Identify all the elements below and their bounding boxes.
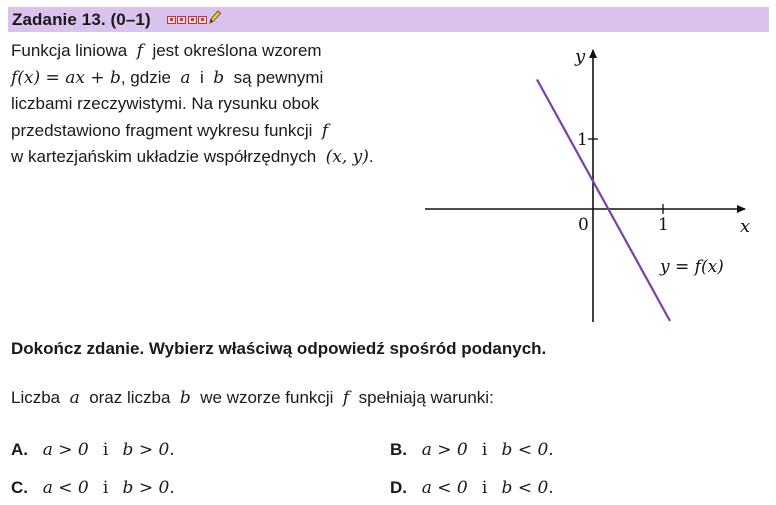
- intro-text: , gdzie: [120, 67, 171, 87]
- answer-letter: A.: [11, 440, 28, 459]
- x-tick-label: 1: [658, 215, 669, 235]
- answer-math: b < 0.: [501, 440, 554, 460]
- math-f: f: [321, 120, 329, 141]
- answer-letter: C.: [11, 478, 28, 497]
- answer-conj: i: [481, 478, 488, 498]
- y-tick-label: 1: [577, 130, 588, 150]
- intro-text: i: [200, 67, 204, 87]
- answer-conj: i: [102, 440, 109, 460]
- answer-math: a < 0: [421, 478, 468, 498]
- intro-text: Funkcja liniowa: [11, 41, 128, 60]
- answer-option-c[interactable]: [11, 478, 175, 498]
- question-text: oraz liczba: [89, 388, 171, 407]
- answer-math: a < 0: [42, 478, 89, 498]
- answer-math: a > 0: [421, 440, 468, 460]
- task-title: Zadanie 13. (0–1): [12, 9, 151, 29]
- task-header: [8, 7, 769, 32]
- math-b: b: [213, 67, 225, 88]
- intro-text: liczbami rzeczywistymi. Na rysunku obok: [11, 94, 319, 113]
- question-text: Liczba: [11, 388, 61, 407]
- question-text: we wzorze funkcji: [200, 388, 334, 407]
- answer-option-d[interactable]: [390, 478, 554, 498]
- math-coords: (x, y): [325, 147, 369, 167]
- math-f: f: [136, 41, 143, 61]
- function-graph: [420, 40, 760, 330]
- answer-option-b[interactable]: [390, 440, 554, 460]
- intro-text: w kartezjańskim układzie współrzędnych: [11, 147, 317, 166]
- answer-math: a > 0: [42, 440, 89, 460]
- math-f: f: [342, 388, 350, 408]
- function-label: y = f(x): [660, 257, 724, 277]
- instruction: Dokończ zdanie. Wybierz właściwą odpowiedź spośród podanych.: [11, 339, 547, 358]
- answer-conj: i: [481, 440, 488, 460]
- intro-text: są pewnymi: [233, 67, 324, 87]
- formula: f(x) = ax + b: [11, 67, 121, 88]
- answer-math: b > 0.: [122, 440, 175, 460]
- answer-math: b > 0.: [122, 478, 175, 498]
- answer-math: b < 0.: [501, 478, 554, 498]
- score-boxes-pencil-icon: [167, 15, 222, 25]
- answer-conj: i: [102, 478, 109, 498]
- question-text: spełniają warunki:: [358, 388, 494, 407]
- math-b: b: [179, 388, 191, 408]
- answer-letter: D.: [390, 478, 407, 497]
- math-a: a: [69, 388, 80, 408]
- intro-text: przedstawiono fragment wykresu funkcji: [11, 120, 313, 140]
- y-axis-label: y: [575, 46, 586, 67]
- answer-letter: B.: [390, 440, 407, 459]
- math-a: a: [180, 67, 191, 88]
- intro-text: jest określona wzorem: [152, 41, 322, 60]
- function-line: [537, 80, 670, 322]
- answer-option-a[interactable]: [11, 440, 175, 460]
- origin-label: 0: [578, 215, 589, 235]
- intro-text: .: [368, 147, 374, 166]
- question: [11, 388, 494, 408]
- task-description: [11, 38, 421, 171]
- x-axis-label: x: [740, 216, 751, 237]
